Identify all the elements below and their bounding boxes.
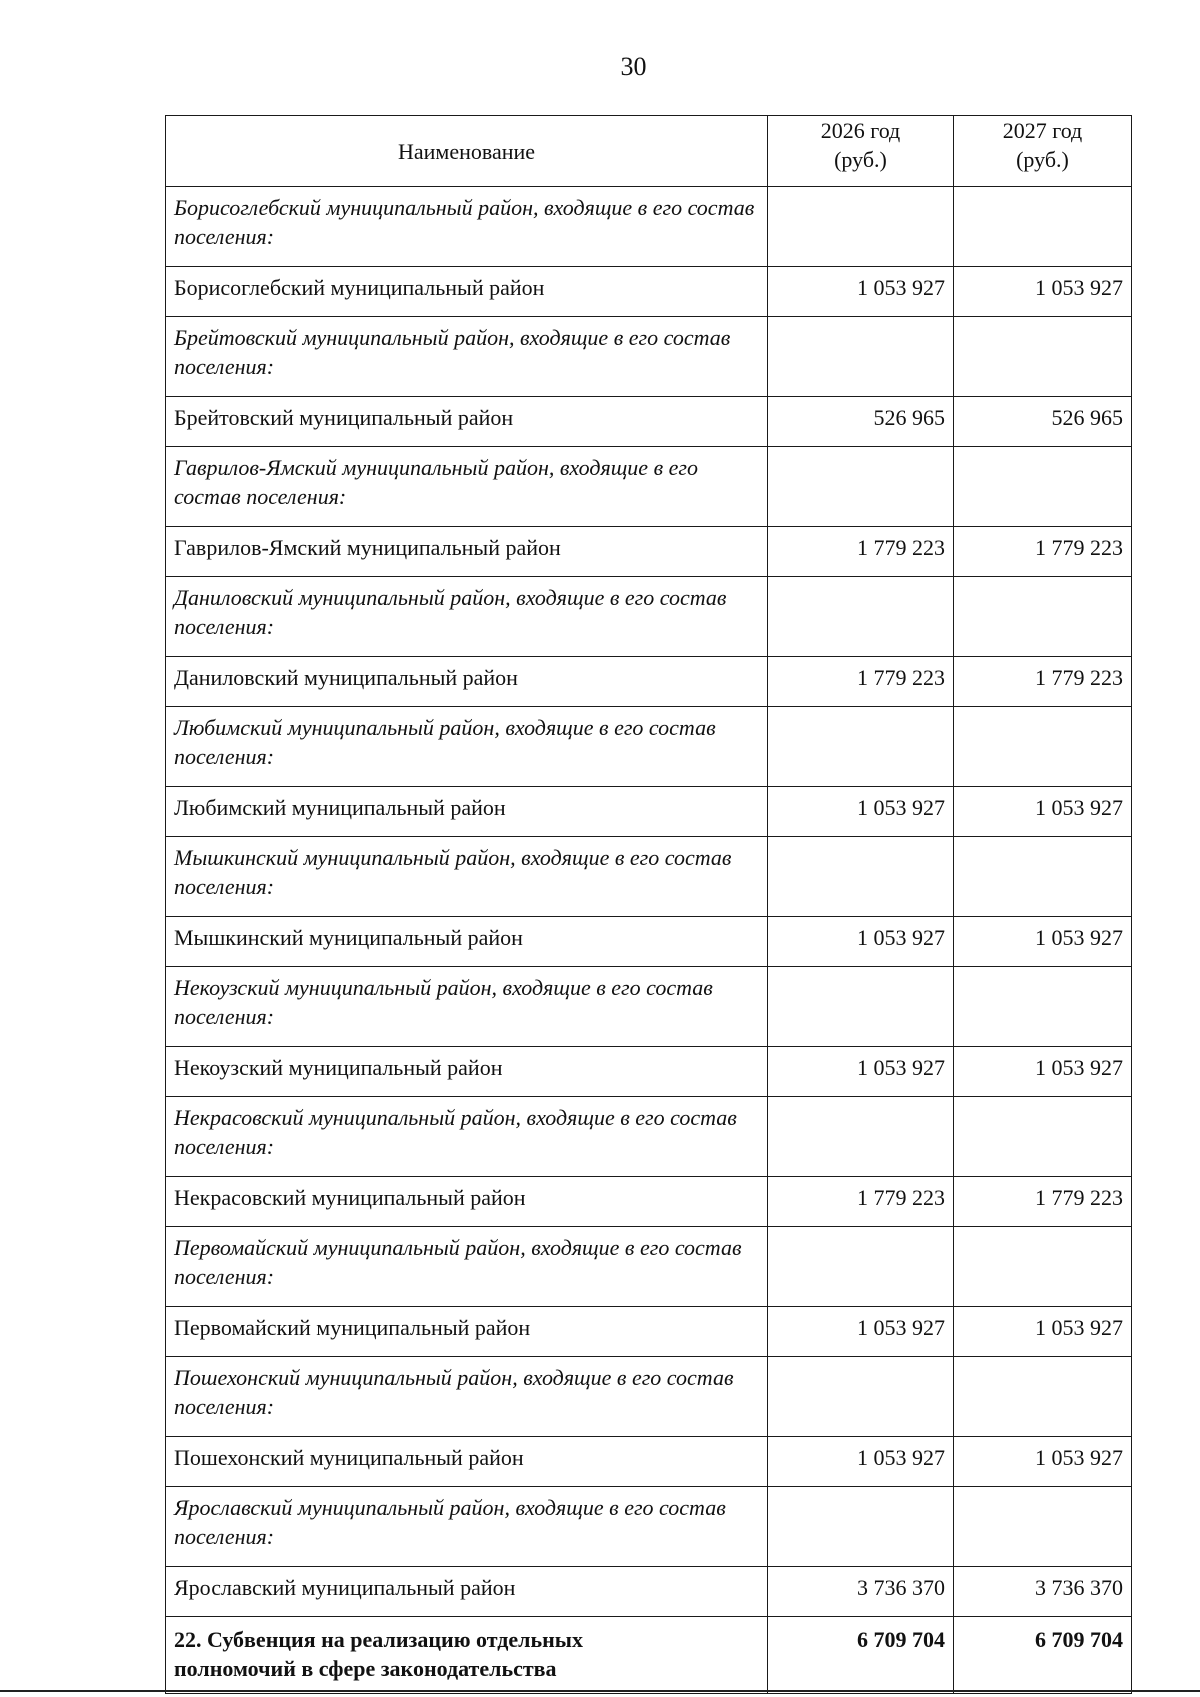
group-label: Некоузский муниципальный район, входящие в его состав поселения: <box>166 967 768 1047</box>
column-header-name: Наименование <box>166 116 768 187</box>
table-row <box>166 1047 1132 1097</box>
column-header-2026-year: 2026 год <box>820 118 901 143</box>
empty-cell <box>954 577 1132 657</box>
group-label: Некрасовский муниципальный район, входящие в его состав поселения: <box>166 1097 768 1177</box>
table-group-row <box>166 1227 1132 1307</box>
value-2027: 1 779 223 <box>954 657 1132 707</box>
value-2026: 1 053 927 <box>768 917 954 967</box>
column-header-2027 <box>954 116 1132 187</box>
empty-cell <box>768 1487 954 1567</box>
table-row <box>166 1567 1132 1617</box>
group-label: Пошехонский муниципальный район, входящие в его состав поселения: <box>166 1357 768 1437</box>
table-group-row <box>166 1357 1132 1437</box>
district-name: Пошехонский муниципальный район <box>166 1437 768 1487</box>
group-label: Мышкинский муниципальный район, входящие в его состав поселения: <box>166 837 768 917</box>
value-2026: 1 053 927 <box>768 267 954 317</box>
table-row <box>166 917 1132 967</box>
subvention-table <box>165 115 1132 1694</box>
value-2027: 1 779 223 <box>954 1177 1132 1227</box>
empty-cell <box>954 1097 1132 1177</box>
table-group-row <box>166 447 1132 527</box>
table-row <box>166 1307 1132 1357</box>
empty-cell <box>768 707 954 787</box>
district-name: Некрасовский муниципальный район <box>166 1177 768 1227</box>
value-2027: 1 053 927 <box>954 1047 1132 1097</box>
district-name: Первомайский муниципальный район <box>166 1307 768 1357</box>
group-label: Борисоглебский муниципальный район, входящие в его состав поселения: <box>166 187 768 267</box>
column-header-2026-unit: (руб.) <box>834 147 887 172</box>
total-row <box>166 1617 1132 1694</box>
column-header-2027-year: 2027 год <box>1002 118 1083 143</box>
empty-cell <box>768 1097 954 1177</box>
table-row <box>166 1437 1132 1487</box>
total-label-line2: полномочий в сфере законодательства <box>174 1656 557 1681</box>
table-row <box>166 1177 1132 1227</box>
empty-cell <box>768 317 954 397</box>
group-label: Ярославский муниципальный район, входящие в его состав поселения: <box>166 1487 768 1567</box>
value-2027: 526 965 <box>954 397 1132 447</box>
district-name: Гаврилов-Ямский муниципальный район <box>166 527 768 577</box>
empty-cell <box>768 447 954 527</box>
group-label: Первомайский муниципальный район, входящие в его состав поселения: <box>166 1227 768 1307</box>
value-2027: 3 736 370 <box>954 1567 1132 1617</box>
value-2027: 1 053 927 <box>954 917 1132 967</box>
empty-cell <box>768 1357 954 1437</box>
group-label: Гаврилов-Ямский муниципальный район, входящие в его состав поселения: <box>166 447 768 527</box>
table-row <box>166 527 1132 577</box>
value-2026: 1 779 223 <box>768 657 954 707</box>
district-name: Мышкинский муниципальный район <box>166 917 768 967</box>
table-group-row <box>166 187 1132 267</box>
district-name: Некоузский муниципальный район <box>166 1047 768 1097</box>
empty-cell <box>954 837 1132 917</box>
group-label: Брейтовский муниципальный район, входящие в его состав поселения: <box>166 317 768 397</box>
district-name: Борисоглебский муниципальный район <box>166 267 768 317</box>
value-2026: 526 965 <box>768 397 954 447</box>
empty-cell <box>768 577 954 657</box>
table-header-row <box>166 116 1132 187</box>
empty-cell <box>954 317 1132 397</box>
scan-edge-line <box>0 1690 1200 1692</box>
value-2027: 1 053 927 <box>954 787 1132 837</box>
group-label: Любимский муниципальный район, входящие в его состав поселения: <box>166 707 768 787</box>
district-name: Любимский муниципальный район <box>166 787 768 837</box>
total-label-line1: 22. Субвенция на реализацию отдельных <box>174 1627 583 1652</box>
empty-cell <box>954 967 1132 1047</box>
table-group-row <box>166 317 1132 397</box>
empty-cell <box>954 1227 1132 1307</box>
table-group-row <box>166 1097 1132 1177</box>
column-header-2027-unit: (руб.) <box>1016 147 1069 172</box>
value-2026: 1 053 927 <box>768 1047 954 1097</box>
table-group-row <box>166 837 1132 917</box>
table-row <box>166 267 1132 317</box>
table-row <box>166 657 1132 707</box>
total-2026: 6 709 704 <box>768 1617 954 1694</box>
value-2026: 1 053 927 <box>768 787 954 837</box>
empty-cell <box>768 837 954 917</box>
value-2026: 1 779 223 <box>768 527 954 577</box>
empty-cell <box>954 707 1132 787</box>
value-2026: 3 736 370 <box>768 1567 954 1617</box>
district-name: Ярославский муниципальный район <box>166 1567 768 1617</box>
total-label <box>166 1617 768 1694</box>
district-name: Даниловский муниципальный район <box>166 657 768 707</box>
empty-cell <box>954 447 1132 527</box>
page-number: 30 <box>620 52 647 81</box>
value-2027: 1 053 927 <box>954 267 1132 317</box>
value-2027: 1 053 927 <box>954 1437 1132 1487</box>
table-row <box>166 787 1132 837</box>
district-name: Брейтовский муниципальный район <box>166 397 768 447</box>
table-group-row <box>166 577 1132 657</box>
column-header-2026 <box>768 116 954 187</box>
value-2027: 1 779 223 <box>954 527 1132 577</box>
empty-cell <box>954 1487 1132 1567</box>
table-group-row <box>166 967 1132 1047</box>
empty-cell <box>768 967 954 1047</box>
total-2027: 6 709 704 <box>954 1617 1132 1694</box>
empty-cell <box>768 1227 954 1307</box>
empty-cell <box>954 187 1132 267</box>
table-group-row <box>166 707 1132 787</box>
empty-cell <box>954 1357 1132 1437</box>
empty-cell <box>768 187 954 267</box>
value-2026: 1 779 223 <box>768 1177 954 1227</box>
value-2027: 1 053 927 <box>954 1307 1132 1357</box>
value-2026: 1 053 927 <box>768 1307 954 1357</box>
table-group-row <box>166 1487 1132 1567</box>
group-label: Даниловский муниципальный район, входящие в его состав поселения: <box>166 577 768 657</box>
value-2026: 1 053 927 <box>768 1437 954 1487</box>
table-row <box>166 397 1132 447</box>
